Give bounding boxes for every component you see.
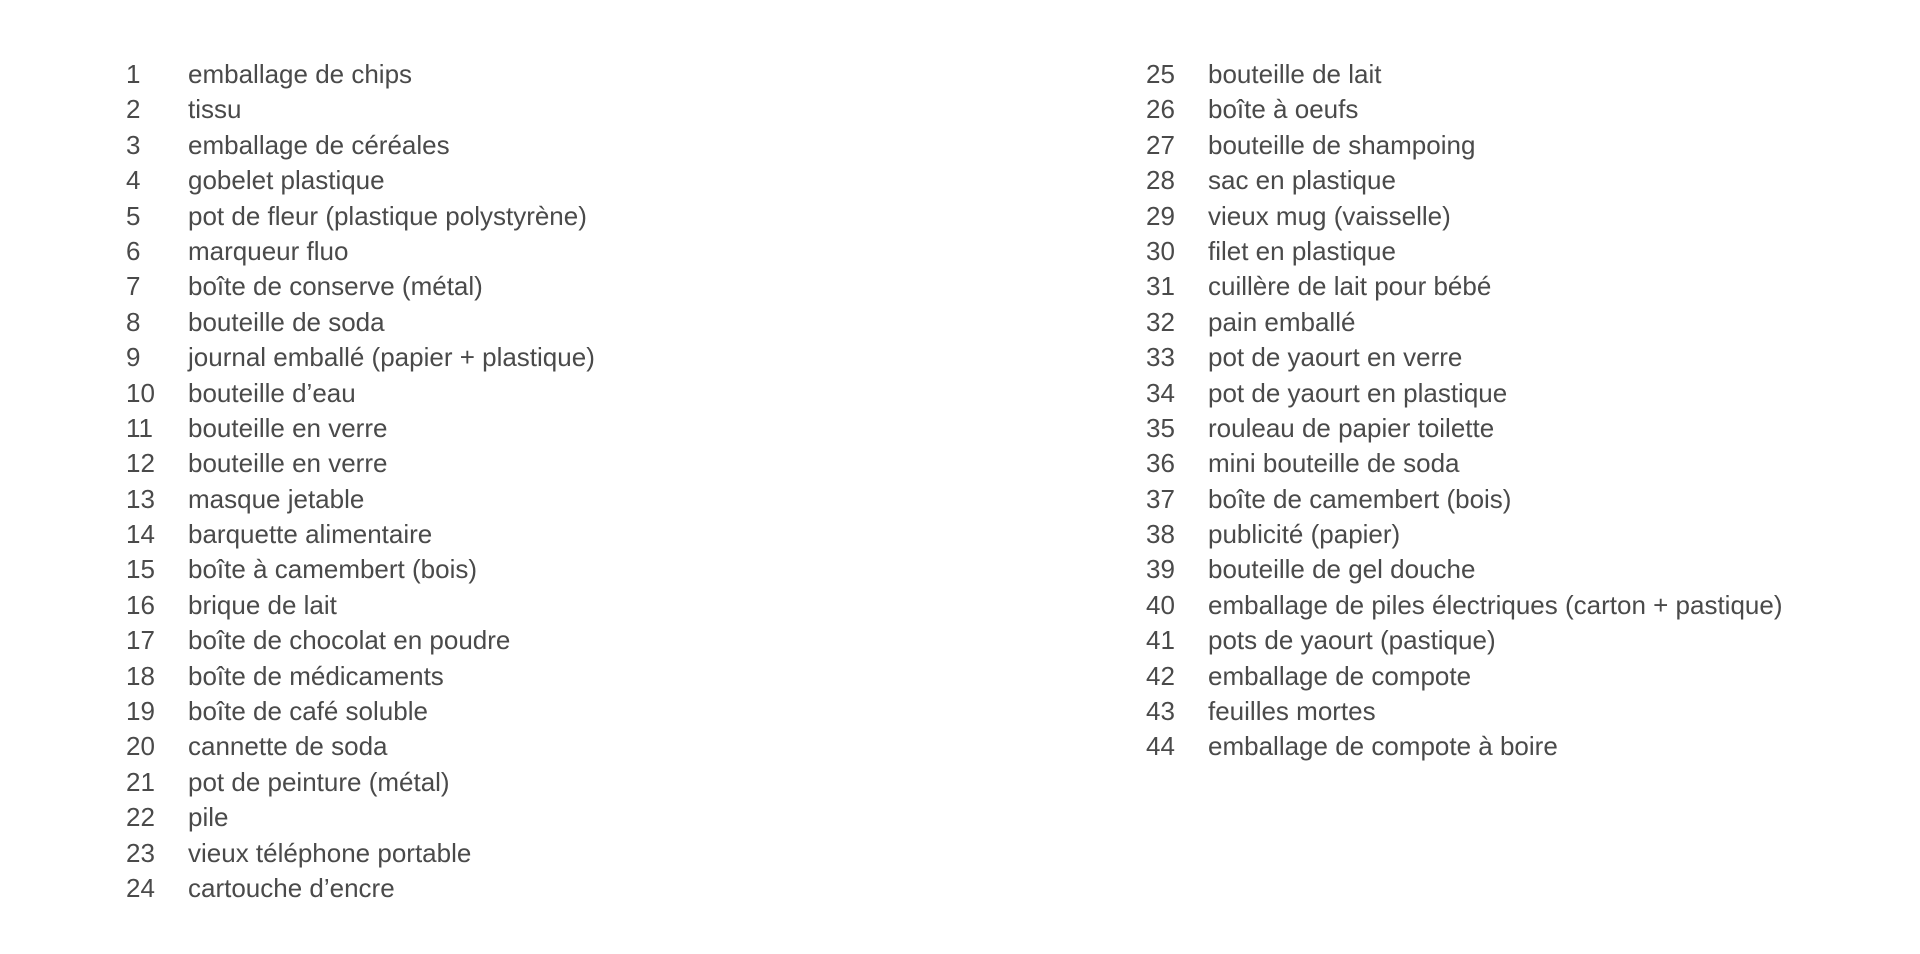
list-item [1146, 57, 1783, 92]
item-label: emballage de compote à boire [1208, 731, 1558, 762]
item-label: boîte de chocolat en poudre [188, 625, 511, 656]
item-number: 4 [126, 165, 141, 196]
item-number: 40 [1146, 589, 1175, 620]
list-item [1146, 588, 1783, 623]
item-number: 6 [126, 235, 141, 266]
item-number: 9 [126, 342, 141, 373]
list-item [126, 234, 595, 269]
list-item [1146, 623, 1783, 658]
item-number: 28 [1146, 165, 1175, 196]
item-label: masque jetable [188, 483, 365, 514]
list-item [126, 199, 595, 234]
list-item [126, 163, 595, 198]
item-number: 26 [1146, 94, 1175, 125]
item-label: pot de yaourt en verre [1208, 342, 1463, 373]
list-item [126, 588, 595, 623]
item-label: bouteille de lait [1208, 59, 1382, 89]
item-number: 41 [1146, 625, 1175, 656]
list-item [126, 340, 595, 375]
item-label: boîte de conserve (métal) [188, 271, 483, 302]
item-number: 24 [126, 872, 155, 903]
list-item [1146, 552, 1783, 587]
item-number: 38 [1146, 519, 1175, 550]
list-item [126, 552, 595, 587]
item-label: vieux mug (vaisselle) [1208, 200, 1451, 231]
item-number: 16 [126, 589, 155, 620]
item-label: bouteille d’eau [188, 377, 356, 408]
item-number: 5 [126, 200, 141, 231]
item-number: 43 [1146, 696, 1175, 727]
item-label: cuillère de lait pour bébé [1208, 271, 1492, 302]
list-item [126, 376, 595, 411]
item-number: 34 [1146, 377, 1175, 408]
item-label: publicité (papier) [1208, 519, 1401, 550]
list-item [126, 729, 595, 764]
item-number: 36 [1146, 448, 1175, 479]
list-item [126, 836, 595, 871]
item-label: emballage de piles électriques (carton + pastique) [1208, 589, 1783, 620]
list-item [1146, 729, 1783, 764]
item-label: emballage de compote [1208, 660, 1472, 691]
list-item [126, 305, 595, 340]
item-label: emballage de céréales [188, 129, 450, 160]
list-item [126, 57, 595, 92]
item-label: filet en plastique [1208, 235, 1396, 266]
item-number: 21 [126, 766, 155, 797]
item-number: 10 [126, 377, 155, 408]
item-number: 25 [1146, 59, 1175, 89]
list-item [1146, 234, 1783, 269]
item-label: pile [188, 802, 229, 833]
item-number: 8 [126, 306, 141, 337]
item-label: mini bouteille de soda [1208, 448, 1460, 479]
item-number: 19 [126, 696, 155, 727]
item-number: 18 [126, 660, 155, 691]
item-number: 32 [1146, 306, 1175, 337]
item-list-left [126, 57, 595, 906]
item-label: boîte de camembert (bois) [1208, 483, 1512, 514]
item-number: 42 [1146, 660, 1175, 691]
list-item [126, 694, 595, 729]
item-number: 27 [1146, 129, 1175, 160]
item-number: 12 [126, 448, 155, 479]
list-item [126, 411, 595, 446]
list-item [126, 482, 595, 517]
item-number: 17 [126, 625, 155, 656]
item-number: 31 [1146, 271, 1175, 302]
item-number: 7 [126, 271, 141, 302]
item-label: pots de yaourt (pastique) [1208, 625, 1496, 656]
list-item [1146, 340, 1783, 375]
list-item [1146, 199, 1783, 234]
list-item [126, 269, 595, 304]
list-item [1146, 517, 1783, 552]
list-item [1146, 482, 1783, 517]
list-item [1146, 305, 1783, 340]
list-item [1146, 694, 1783, 729]
item-number: 3 [126, 129, 141, 160]
item-label: bouteille en verre [188, 448, 388, 479]
item-label: emballage de chips [188, 59, 413, 89]
item-number: 29 [1146, 200, 1175, 231]
item-number: 30 [1146, 235, 1175, 266]
item-number: 33 [1146, 342, 1175, 373]
item-label: pot de yaourt en plastique [1208, 377, 1508, 408]
item-label: barquette alimentaire [188, 519, 433, 550]
list-item [1146, 128, 1783, 163]
item-number: 1 [126, 59, 141, 89]
list-item [126, 765, 595, 800]
item-list-right [1146, 57, 1783, 765]
list-item [126, 92, 595, 127]
item-number: 37 [1146, 483, 1175, 514]
item-label: sac en plastique [1208, 165, 1396, 196]
item-label: pot de peinture (métal) [188, 766, 450, 797]
item-label: cartouche d’encre [188, 872, 395, 903]
item-number: 15 [126, 554, 155, 585]
list-item [126, 517, 595, 552]
item-label: pot de fleur (plastique polystyrène) [188, 200, 587, 231]
list-item [126, 659, 595, 694]
item-label: bouteille en verre [188, 412, 388, 443]
item-label: cannette de soda [188, 731, 388, 762]
item-label: marqueur fluo [188, 235, 349, 266]
item-label: tissu [188, 94, 242, 125]
item-number: 35 [1146, 412, 1175, 443]
list-item [126, 623, 595, 658]
item-number: 13 [126, 483, 155, 514]
list-item [1146, 446, 1783, 481]
item-label: boîte à oeufs [1208, 94, 1359, 125]
item-label: feuilles mortes [1208, 696, 1376, 727]
item-label: boîte de café soluble [188, 696, 428, 727]
list-item [1146, 376, 1783, 411]
list-item [1146, 92, 1783, 127]
item-label: brique de lait [188, 589, 337, 620]
list-item [1146, 659, 1783, 694]
item-number: 14 [126, 519, 155, 550]
item-label: bouteille de soda [188, 306, 385, 337]
list-item [1146, 269, 1783, 304]
list-item [1146, 163, 1783, 198]
item-number: 20 [126, 731, 155, 762]
item-number: 44 [1146, 731, 1175, 762]
item-label: vieux téléphone portable [188, 837, 472, 868]
item-label: bouteille de gel douche [1208, 554, 1476, 585]
item-number: 39 [1146, 554, 1175, 585]
item-label: pain emballé [1208, 306, 1356, 337]
item-label: boîte à camembert (bois) [188, 554, 478, 585]
item-label: journal emballé (papier + plastique) [188, 342, 595, 373]
item-label: rouleau de papier toilette [1208, 412, 1495, 443]
item-label: gobelet plastique [188, 165, 385, 196]
item-label: boîte de médicaments [188, 660, 444, 691]
list-item [126, 871, 595, 906]
list-item [1146, 411, 1783, 446]
item-number: 11 [126, 412, 153, 443]
list-item [126, 800, 595, 835]
list-item [126, 128, 595, 163]
list-item [126, 446, 595, 481]
item-number: 2 [126, 94, 141, 125]
item-label: bouteille de shampoing [1208, 129, 1476, 160]
item-number: 22 [126, 802, 155, 833]
item-number: 23 [126, 837, 155, 868]
